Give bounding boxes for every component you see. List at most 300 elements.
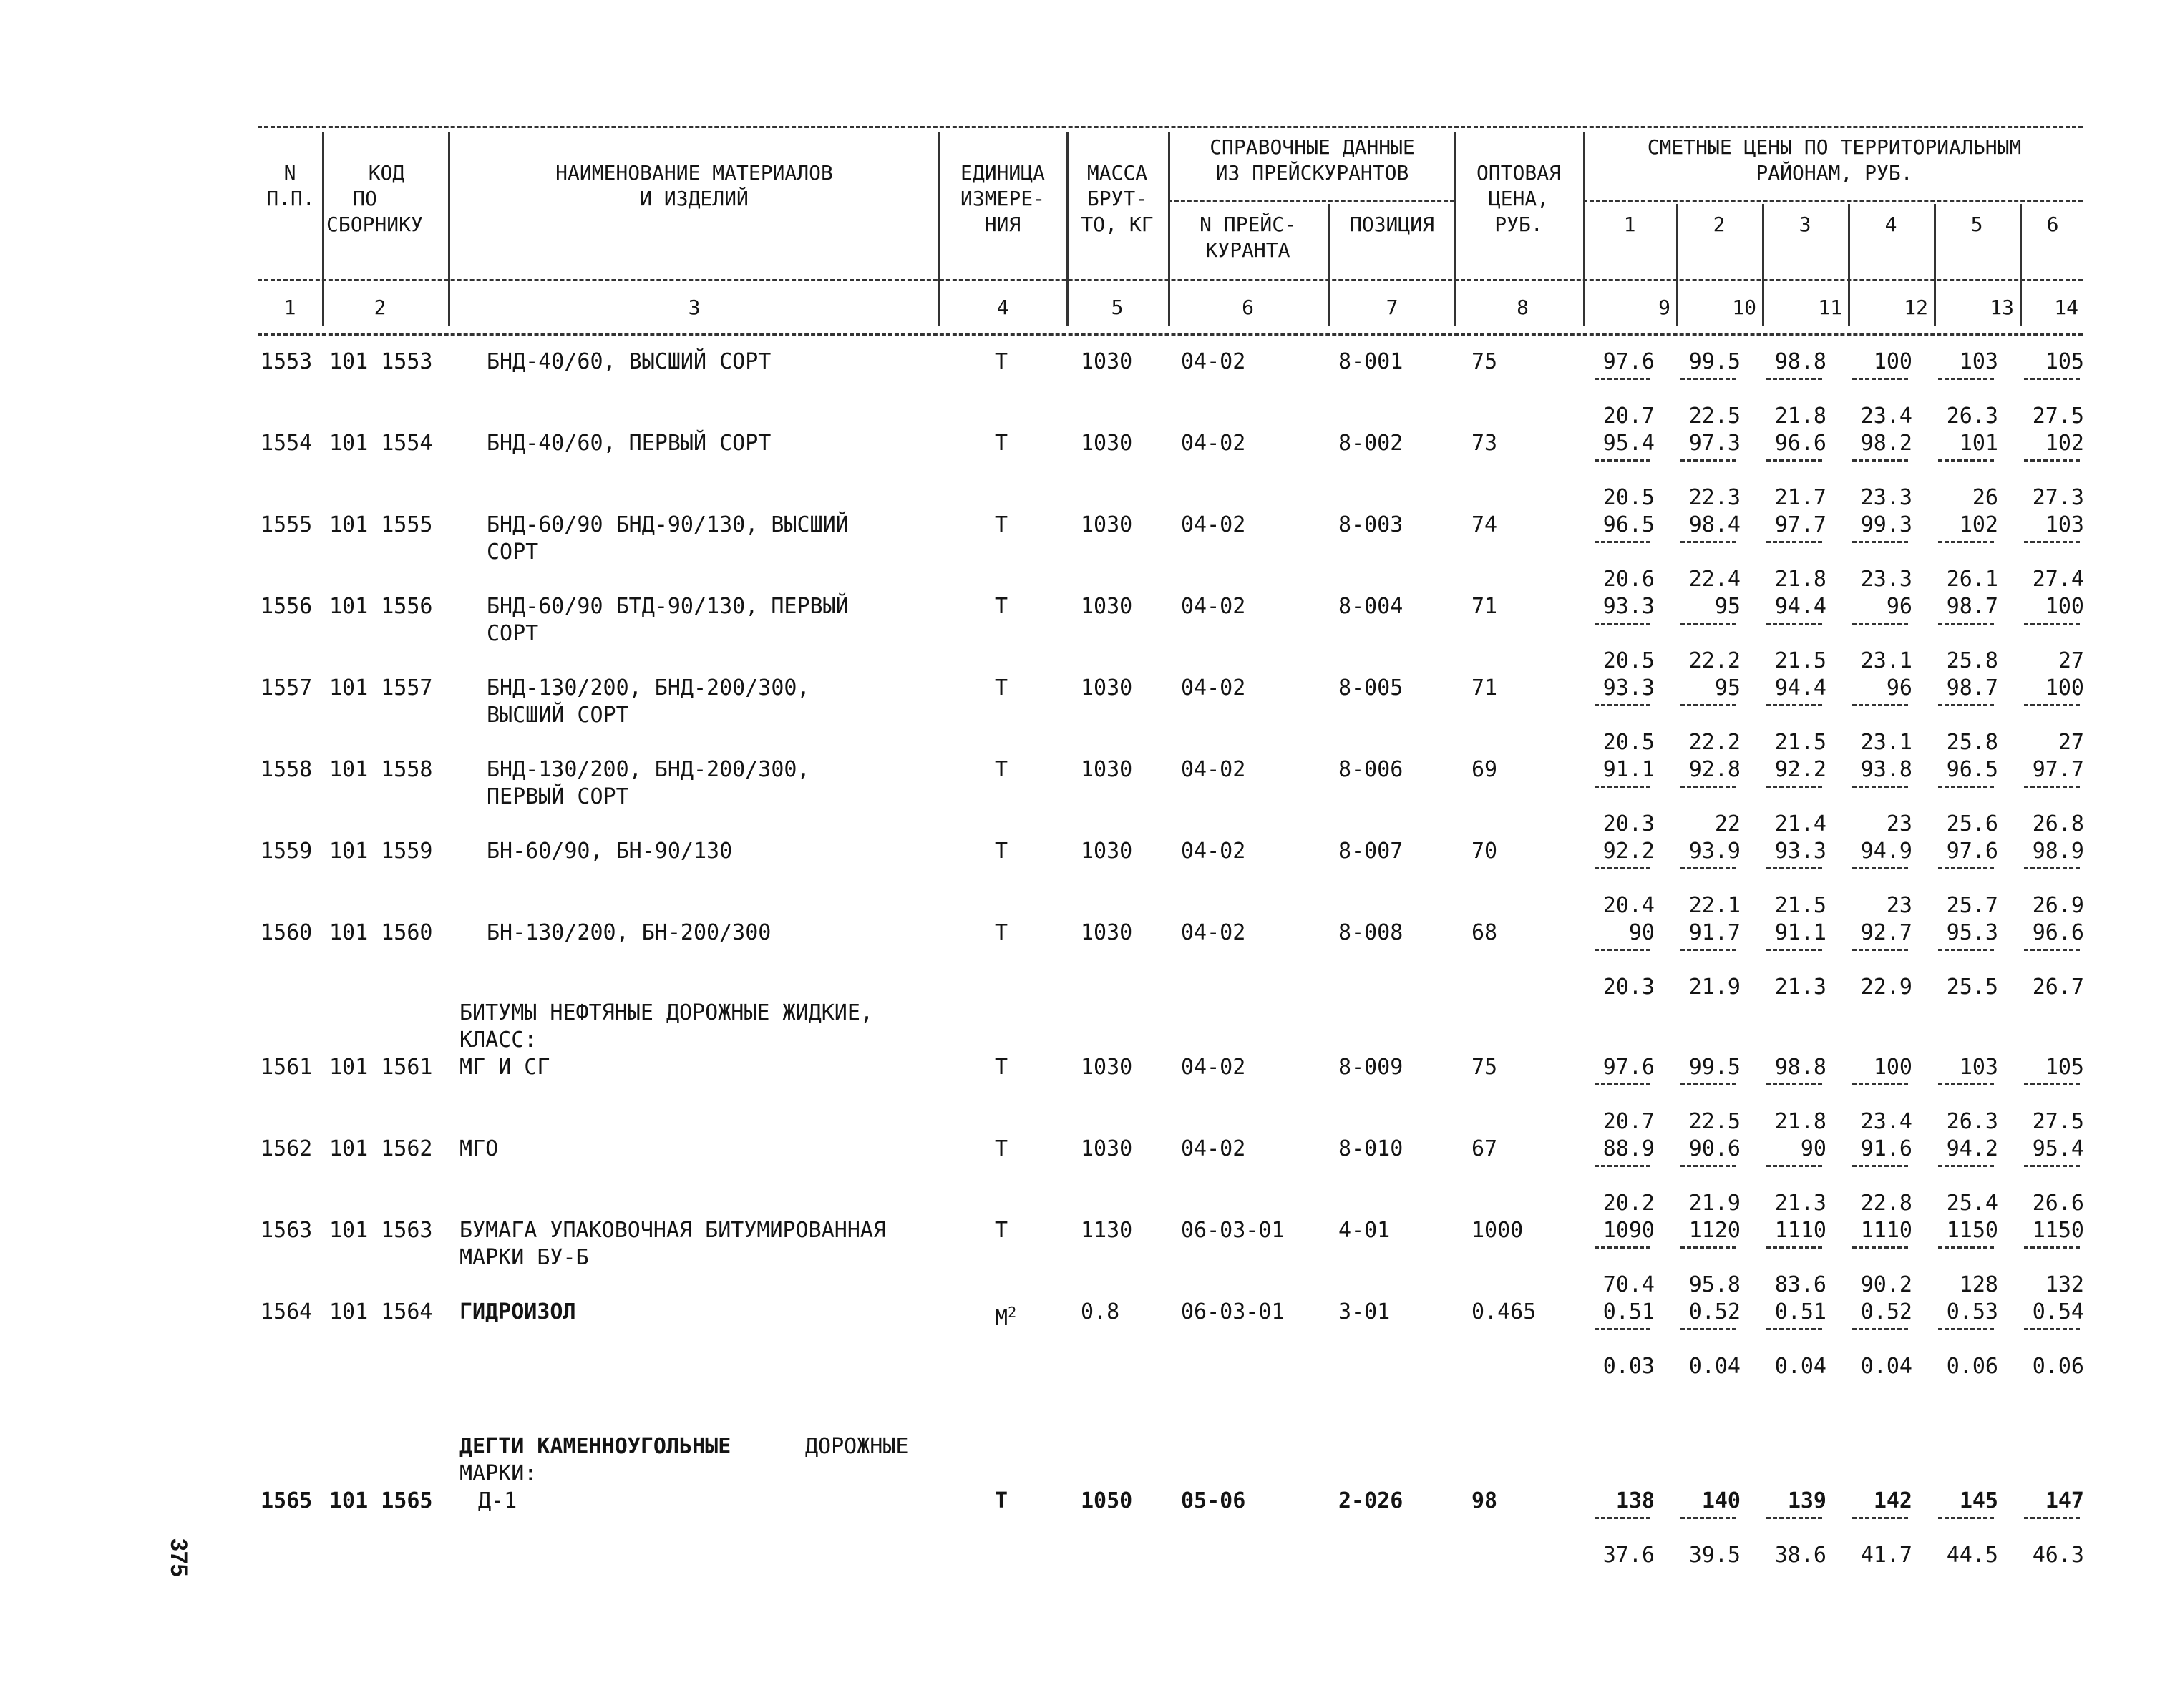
regional-price-sub: 22.4 xyxy=(1688,567,1741,592)
regional-price-sub: 23.4 xyxy=(1860,404,1912,429)
regional-price: 98.7 xyxy=(1946,594,1998,619)
regional-price: 103 xyxy=(1959,349,1998,374)
row-mass: 1030 xyxy=(1081,512,1133,537)
fraction-rule xyxy=(1595,949,1650,951)
row-mass: 1030 xyxy=(1081,431,1133,456)
regional-price-sub: 25.7 xyxy=(1946,893,1998,918)
fraction-rule xyxy=(1766,541,1822,543)
regional-price: 105 xyxy=(2045,349,2084,374)
regional-price: 1150 xyxy=(1946,1218,1998,1243)
fraction-rule xyxy=(2024,378,2080,380)
row-code: 101 1557 xyxy=(329,675,433,701)
regional-price-sub: 46.3 xyxy=(2032,1543,2084,1568)
regional-price: 140 xyxy=(1701,1488,1741,1513)
row-code: 101 1556 xyxy=(329,594,433,619)
regional-price-sub: 70.4 xyxy=(1602,1272,1655,1297)
region-header-6: 6 xyxy=(2046,213,2059,236)
row-position: 8-001 xyxy=(1338,349,1403,374)
regional-price: 97.3 xyxy=(1688,431,1741,456)
fraction-rule xyxy=(1595,378,1650,380)
fraction-rule xyxy=(1852,1165,1908,1167)
regional-price-sub: 21.5 xyxy=(1774,648,1826,673)
regional-price-sub: 26.1 xyxy=(1946,567,1998,592)
col-number-13: 13 xyxy=(1990,296,2014,319)
header-sep-10 xyxy=(1762,204,1764,326)
regional-price-sub: 26.8 xyxy=(2032,811,2084,836)
row-mass: 1030 xyxy=(1081,1136,1133,1161)
fraction-rule xyxy=(1595,1517,1650,1519)
regional-price: 98.4 xyxy=(1688,512,1741,537)
row-wholesale: 75 xyxy=(1471,349,1498,374)
fraction-rule xyxy=(1852,786,1908,788)
header-mass-3: ТО, КГ xyxy=(1081,213,1154,236)
col-number-11: 11 xyxy=(1818,296,1842,319)
fraction-rule xyxy=(2024,704,2080,706)
row-unit: $М^2$ xyxy=(995,1304,1017,1331)
fraction-rule xyxy=(1766,949,1822,951)
regional-price-sub: 0.03 xyxy=(1602,1354,1655,1379)
sprav-sub-rule xyxy=(1168,200,1454,202)
row-price-list: 04-02 xyxy=(1181,920,1246,945)
row-price-list: 04-02 xyxy=(1181,675,1246,701)
row-mass: 1030 xyxy=(1081,1055,1133,1080)
row-code: 101 1555 xyxy=(329,512,433,537)
regional-price-sub: 22 xyxy=(1714,811,1741,836)
regional-price: 99.5 xyxy=(1688,1055,1741,1080)
header-npreis-2: КУРАНТА xyxy=(1205,238,1290,262)
col-number-9: 9 xyxy=(1658,296,1670,319)
regional-price: 99.3 xyxy=(1860,512,1912,537)
header-smet-1: СМЕТНЫЕ ЦЕНЫ ПО ТЕРРИТОРИАЛЬНЫМ xyxy=(1647,135,2022,159)
row-price-list: 06-03-01 xyxy=(1181,1218,1285,1243)
row-code: 101 1565 xyxy=(329,1488,433,1513)
fraction-rule xyxy=(1766,867,1822,869)
row-name: Д-1 xyxy=(478,1488,517,1513)
row-wholesale: 69 xyxy=(1471,757,1498,782)
fraction-rule xyxy=(2024,1083,2080,1085)
fraction-rule xyxy=(1766,378,1822,380)
regional-price: 91.7 xyxy=(1688,920,1741,945)
regional-price-sub: 0.04 xyxy=(1774,1354,1826,1379)
regional-price: 91.1 xyxy=(1602,757,1655,782)
regional-price: 93.3 xyxy=(1602,675,1655,701)
fraction-rule xyxy=(2024,1246,2080,1249)
header-sep-11 xyxy=(1848,204,1850,326)
fraction-rule xyxy=(1938,1165,1994,1167)
regional-price: 95.3 xyxy=(1946,920,1998,945)
col-number-6: 6 xyxy=(1242,296,1254,319)
row-price-list: 04-02 xyxy=(1181,431,1246,456)
fraction-rule xyxy=(1680,623,1736,625)
row-price-list: 04-02 xyxy=(1181,1055,1246,1080)
header-position: ПОЗИЦИЯ xyxy=(1349,213,1434,236)
fraction-rule xyxy=(1766,786,1822,788)
row-code: 101 1563 xyxy=(329,1218,433,1243)
regional-price: 1150 xyxy=(2032,1218,2084,1243)
row-wholesale: 67 xyxy=(1471,1136,1498,1161)
row-number: 1564 xyxy=(261,1299,313,1324)
row-mass: 1030 xyxy=(1081,349,1133,374)
region-header-4: 4 xyxy=(1884,213,1897,236)
regional-price-sub: 20.7 xyxy=(1602,1109,1655,1134)
row-position: 8-002 xyxy=(1338,431,1403,456)
col-number-4: 4 xyxy=(996,296,1009,319)
fraction-rule xyxy=(1852,949,1908,951)
regional-price: 92.8 xyxy=(1688,757,1741,782)
regional-price-sub: 83.6 xyxy=(1774,1272,1826,1297)
regional-price: 1110 xyxy=(1860,1218,1912,1243)
header-top-rule xyxy=(258,126,2083,128)
fraction-rule xyxy=(2024,867,2080,869)
regional-price-sub: 23.3 xyxy=(1860,567,1912,592)
header-mid-rule xyxy=(258,279,2083,281)
regional-price-sub: 20.7 xyxy=(1602,404,1655,429)
regional-price-sub: 23.4 xyxy=(1860,1109,1912,1134)
row-code: 101 1558 xyxy=(329,757,433,782)
row-number: 1555 xyxy=(261,512,313,537)
row-name: БНД-40/60, ВЫСШИЙ СОРТ xyxy=(487,349,772,374)
regional-price: 94.4 xyxy=(1774,594,1826,619)
regional-price-sub: 23 xyxy=(1886,811,1912,836)
row-number: 1560 xyxy=(261,920,313,945)
fraction-rule xyxy=(1938,1328,1994,1330)
regional-price: 96 xyxy=(1886,594,1912,619)
row-code: 101 1554 xyxy=(329,431,433,456)
fraction-rule xyxy=(1680,867,1736,869)
fraction-rule xyxy=(1852,541,1908,543)
header-sep-12 xyxy=(1934,204,1936,326)
header-po: ПО xyxy=(353,187,377,210)
row-unit: Т xyxy=(995,675,1008,701)
regional-price: 101 xyxy=(1959,431,1998,456)
regional-price: 94.9 xyxy=(1860,839,1912,864)
page-number: 375 xyxy=(166,1538,192,1577)
col-number-10: 10 xyxy=(1732,296,1756,319)
row-wholesale: 74 xyxy=(1471,512,1498,537)
regional-price-sub: 26.7 xyxy=(2032,975,2084,1000)
regional-price-sub: 20.6 xyxy=(1602,567,1655,592)
fraction-rule xyxy=(1852,1328,1908,1330)
fraction-rule xyxy=(2024,1328,2080,1330)
row-name: ГИДРОИЗОЛ xyxy=(459,1299,576,1324)
regional-price: 96.5 xyxy=(1602,512,1655,537)
row-code: 101 1559 xyxy=(329,839,433,864)
regional-price: 98.2 xyxy=(1860,431,1912,456)
regional-price: 98.9 xyxy=(2032,839,2084,864)
regional-price: 95 xyxy=(1714,594,1741,619)
row-number: 1558 xyxy=(261,757,313,782)
row-unit: Т xyxy=(995,1055,1008,1080)
regional-price-sub: 0.04 xyxy=(1688,1354,1741,1379)
fraction-rule xyxy=(1680,1246,1736,1249)
row-name: БНД-60/90 БНД-90/130, ВЫСШИЙ xyxy=(487,512,849,537)
regional-price-sub: 22.5 xyxy=(1688,404,1741,429)
fraction-rule xyxy=(1938,949,1994,951)
regional-price-sub: 0.04 xyxy=(1860,1354,1912,1379)
row-wholesale: 1000 xyxy=(1471,1218,1524,1243)
header-sep-6 xyxy=(1328,204,1330,326)
fraction-rule xyxy=(2024,623,2080,625)
regional-price: 98.8 xyxy=(1774,1055,1826,1080)
regional-price: 96 xyxy=(1886,675,1912,701)
row-price-list: 05-06 xyxy=(1181,1488,1246,1513)
col-number-1: 1 xyxy=(283,296,296,319)
section-tar-2: МАРКИ: xyxy=(459,1461,537,1486)
fraction-rule xyxy=(1852,867,1908,869)
regional-price-sub: 0.06 xyxy=(2032,1354,2084,1379)
regional-price: 100 xyxy=(1873,349,1912,374)
regional-price: 96.5 xyxy=(1946,757,1998,782)
regional-price: 93.3 xyxy=(1774,839,1826,864)
regional-price-sub: 20.3 xyxy=(1602,975,1655,1000)
fraction-rule xyxy=(1595,541,1650,543)
regional-price-sub: 20.5 xyxy=(1602,485,1655,510)
regional-price: 98.8 xyxy=(1774,349,1826,374)
row-number: 1563 xyxy=(261,1218,313,1243)
row-name: МГО xyxy=(459,1136,499,1161)
regional-price-sub: 20.4 xyxy=(1602,893,1655,918)
row-name: ПЕРВЫЙ СОРТ xyxy=(487,784,629,809)
regional-price-sub: 25.4 xyxy=(1946,1191,1998,1216)
regional-price: 96.6 xyxy=(2032,920,2084,945)
header-bottom-rule xyxy=(258,333,2083,336)
row-mass: 1030 xyxy=(1081,839,1133,864)
fraction-rule xyxy=(1680,541,1736,543)
regional-price-sub: 22.1 xyxy=(1688,893,1741,918)
regional-price-sub: 20.5 xyxy=(1602,730,1655,755)
header-npreis-1: N ПРЕЙС- xyxy=(1200,213,1296,236)
regional-price: 97.6 xyxy=(1946,839,1998,864)
row-name: БНД-130/200, БНД-200/300, xyxy=(487,757,810,782)
fraction-rule xyxy=(1852,704,1908,706)
fraction-rule xyxy=(1595,623,1650,625)
regional-price: 91.6 xyxy=(1860,1136,1912,1161)
header-wholesale-2: ЦЕНА, xyxy=(1488,187,1549,210)
regional-price-sub: 26.9 xyxy=(2032,893,2084,918)
fraction-rule xyxy=(1766,623,1822,625)
fraction-rule xyxy=(1595,1083,1650,1085)
fraction-rule xyxy=(1595,786,1650,788)
row-wholesale: 68 xyxy=(1471,920,1498,945)
regional-price-sub: 21.8 xyxy=(1774,1109,1826,1134)
regional-price-sub: 21.5 xyxy=(1774,730,1826,755)
row-wholesale: 70 xyxy=(1471,839,1498,864)
regional-price: 98.7 xyxy=(1946,675,1998,701)
row-mass: 0.8 xyxy=(1081,1299,1120,1324)
regional-price-sub: 25.6 xyxy=(1946,811,1998,836)
regional-price-sub: 27.4 xyxy=(2032,567,2084,592)
row-unit: Т xyxy=(995,839,1008,864)
row-price-list: 04-02 xyxy=(1181,1136,1246,1161)
fraction-rule xyxy=(1766,1517,1822,1519)
regional-price-sub: 22.2 xyxy=(1688,648,1741,673)
regional-price: 96.6 xyxy=(1774,431,1826,456)
regional-price: 0.51 xyxy=(1602,1299,1655,1324)
header-sborniku: СБОРНИКУ xyxy=(326,213,423,236)
regional-price-sub: 132 xyxy=(2045,1272,2084,1297)
fraction-rule xyxy=(1766,459,1822,462)
fraction-rule xyxy=(1938,378,1994,380)
header-sep-4 xyxy=(1066,132,1069,326)
regional-price-sub: 26 xyxy=(1972,485,1998,510)
header-naim-2: И ИЗДЕЛИЙ xyxy=(640,187,749,210)
regional-price-sub: 20.5 xyxy=(1602,648,1655,673)
row-unit: Т xyxy=(995,1136,1008,1161)
row-price-list: 04-02 xyxy=(1181,512,1246,537)
row-mass: 1030 xyxy=(1081,675,1133,701)
col-number-14: 14 xyxy=(2054,296,2078,319)
row-position: 8-007 xyxy=(1338,839,1403,864)
regional-price-sub: 23.3 xyxy=(1860,485,1912,510)
regional-price: 103 xyxy=(2045,512,2084,537)
regional-price-sub: 23.1 xyxy=(1860,730,1912,755)
header-mass-2: БРУТ- xyxy=(1086,187,1148,210)
row-position: 8-003 xyxy=(1338,512,1403,537)
regional-price-sub: 39.5 xyxy=(1688,1543,1741,1568)
row-price-list: 04-02 xyxy=(1181,839,1246,864)
row-mass: 1130 xyxy=(1081,1218,1133,1243)
row-number: 1557 xyxy=(261,675,313,701)
row-code: 101 1564 xyxy=(329,1299,433,1324)
regional-price: 0.52 xyxy=(1860,1299,1912,1324)
fraction-rule xyxy=(1852,1517,1908,1519)
col-number-8: 8 xyxy=(1517,296,1529,319)
fraction-rule xyxy=(2024,1165,2080,1167)
fraction-rule xyxy=(1595,1246,1650,1249)
regional-price: 147 xyxy=(2045,1488,2084,1513)
regional-price-sub: 26.3 xyxy=(1946,404,1998,429)
header-unit-3: НИЯ xyxy=(984,213,1021,236)
row-name: МГ И СГ xyxy=(459,1055,550,1080)
regional-price-sub: 27.5 xyxy=(2032,1109,2084,1134)
fraction-rule xyxy=(1595,1328,1650,1330)
row-mass: 1050 xyxy=(1081,1488,1133,1513)
regional-price: 103 xyxy=(1959,1055,1998,1080)
row-wholesale: 75 xyxy=(1471,1055,1498,1080)
regional-price-sub: 21.8 xyxy=(1774,567,1826,592)
row-number: 1565 xyxy=(261,1488,313,1513)
regional-price-sub: 25.5 xyxy=(1946,975,1998,1000)
fraction-rule xyxy=(1766,1328,1822,1330)
regional-price: 100 xyxy=(2045,594,2084,619)
regional-price: 99.5 xyxy=(1688,349,1741,374)
region-header-2: 2 xyxy=(1713,213,1726,236)
fraction-rule xyxy=(1680,1517,1736,1519)
regional-price: 93.8 xyxy=(1860,757,1912,782)
fraction-rule xyxy=(1680,1328,1736,1330)
fraction-rule xyxy=(1938,1517,1994,1519)
row-wholesale: 98 xyxy=(1471,1488,1498,1513)
regional-price: 90.6 xyxy=(1688,1136,1741,1161)
regional-price: 93.9 xyxy=(1688,839,1741,864)
regional-price: 88.9 xyxy=(1602,1136,1655,1161)
regional-price: 138 xyxy=(1615,1488,1655,1513)
row-position: 8-009 xyxy=(1338,1055,1403,1080)
regional-price-sub: 22.5 xyxy=(1688,1109,1741,1134)
header-sep-8 xyxy=(1583,132,1585,326)
row-code: 101 1560 xyxy=(329,920,433,945)
fraction-rule xyxy=(1852,378,1908,380)
regional-price-sub: 44.5 xyxy=(1946,1543,1998,1568)
row-unit: Т xyxy=(995,431,1008,456)
fraction-rule xyxy=(1766,1165,1822,1167)
row-name: БН-60/90, БН-90/130 xyxy=(487,839,733,864)
fraction-rule xyxy=(1766,704,1822,706)
regional-price: 97.6 xyxy=(1602,1055,1655,1080)
regional-price: 97.7 xyxy=(1774,512,1826,537)
fraction-rule xyxy=(1680,704,1736,706)
regional-price-sub: 21.3 xyxy=(1774,975,1826,1000)
fraction-rule xyxy=(2024,1517,2080,1519)
regional-price: 105 xyxy=(2045,1055,2084,1080)
row-price-list: 04-02 xyxy=(1181,349,1246,374)
regional-price-sub: 90.2 xyxy=(1860,1272,1912,1297)
row-mass: 1030 xyxy=(1081,757,1133,782)
fraction-rule xyxy=(1680,949,1736,951)
regional-price-sub: 21.5 xyxy=(1774,893,1826,918)
section-tar-1: ДЕГТИ КАМЕННОУГОЛЬНЫЕ xyxy=(459,1434,731,1459)
row-unit: Т xyxy=(995,349,1008,374)
regional-price-sub: 22.2 xyxy=(1688,730,1741,755)
fraction-rule xyxy=(1680,786,1736,788)
regional-price: 90 xyxy=(1628,920,1655,945)
row-number: 1562 xyxy=(261,1136,313,1161)
header-sep-2 xyxy=(448,132,450,326)
regional-price: 0.54 xyxy=(2032,1299,2084,1324)
regional-price-sub: 26.3 xyxy=(1946,1109,1998,1134)
fraction-rule xyxy=(1595,867,1650,869)
row-wholesale: 71 xyxy=(1471,594,1498,619)
regional-price: 95.4 xyxy=(2032,1136,2084,1161)
regional-price-sub: 23.1 xyxy=(1860,648,1912,673)
col-number-7: 7 xyxy=(1386,296,1398,319)
col-number-2: 2 xyxy=(374,296,386,319)
row-number: 1559 xyxy=(261,839,313,864)
regional-price: 92.2 xyxy=(1774,757,1826,782)
row-position: 8-005 xyxy=(1338,675,1403,701)
fraction-rule xyxy=(1938,704,1994,706)
region-header-5: 5 xyxy=(1970,213,1983,236)
row-wholesale: 0.465 xyxy=(1471,1299,1537,1324)
regional-price-sub: 25.8 xyxy=(1946,648,1998,673)
row-unit: Т xyxy=(995,920,1008,945)
regional-price-sub: 21.9 xyxy=(1688,975,1741,1000)
fraction-rule xyxy=(1938,623,1994,625)
row-wholesale: 73 xyxy=(1471,431,1498,456)
row-position: 3-01 xyxy=(1338,1299,1391,1324)
fraction-rule xyxy=(1680,1083,1736,1085)
regional-price-sub: 26.6 xyxy=(2032,1191,2084,1216)
fraction-rule xyxy=(1938,541,1994,543)
regional-price: 0.51 xyxy=(1774,1299,1826,1324)
fraction-rule xyxy=(2024,541,2080,543)
regional-price-sub: 21.3 xyxy=(1774,1191,1826,1216)
row-name: БНД-40/60, ПЕРВЫЙ СОРТ xyxy=(487,431,772,456)
row-wholesale: 71 xyxy=(1471,675,1498,701)
regional-price-sub: 37.6 xyxy=(1602,1543,1655,1568)
regional-price-sub: 20.3 xyxy=(1602,811,1655,836)
row-position: 8-006 xyxy=(1338,757,1403,782)
regional-price-sub: 21.4 xyxy=(1774,811,1826,836)
regional-price: 100 xyxy=(2045,675,2084,701)
row-number: 1556 xyxy=(261,594,313,619)
regional-price-sub: 20.2 xyxy=(1602,1191,1655,1216)
fraction-rule xyxy=(1852,1083,1908,1085)
fraction-rule xyxy=(1680,1165,1736,1167)
regional-price-sub: 27.5 xyxy=(2032,404,2084,429)
regional-price: 1120 xyxy=(1688,1218,1741,1243)
regional-price: 97.6 xyxy=(1602,349,1655,374)
